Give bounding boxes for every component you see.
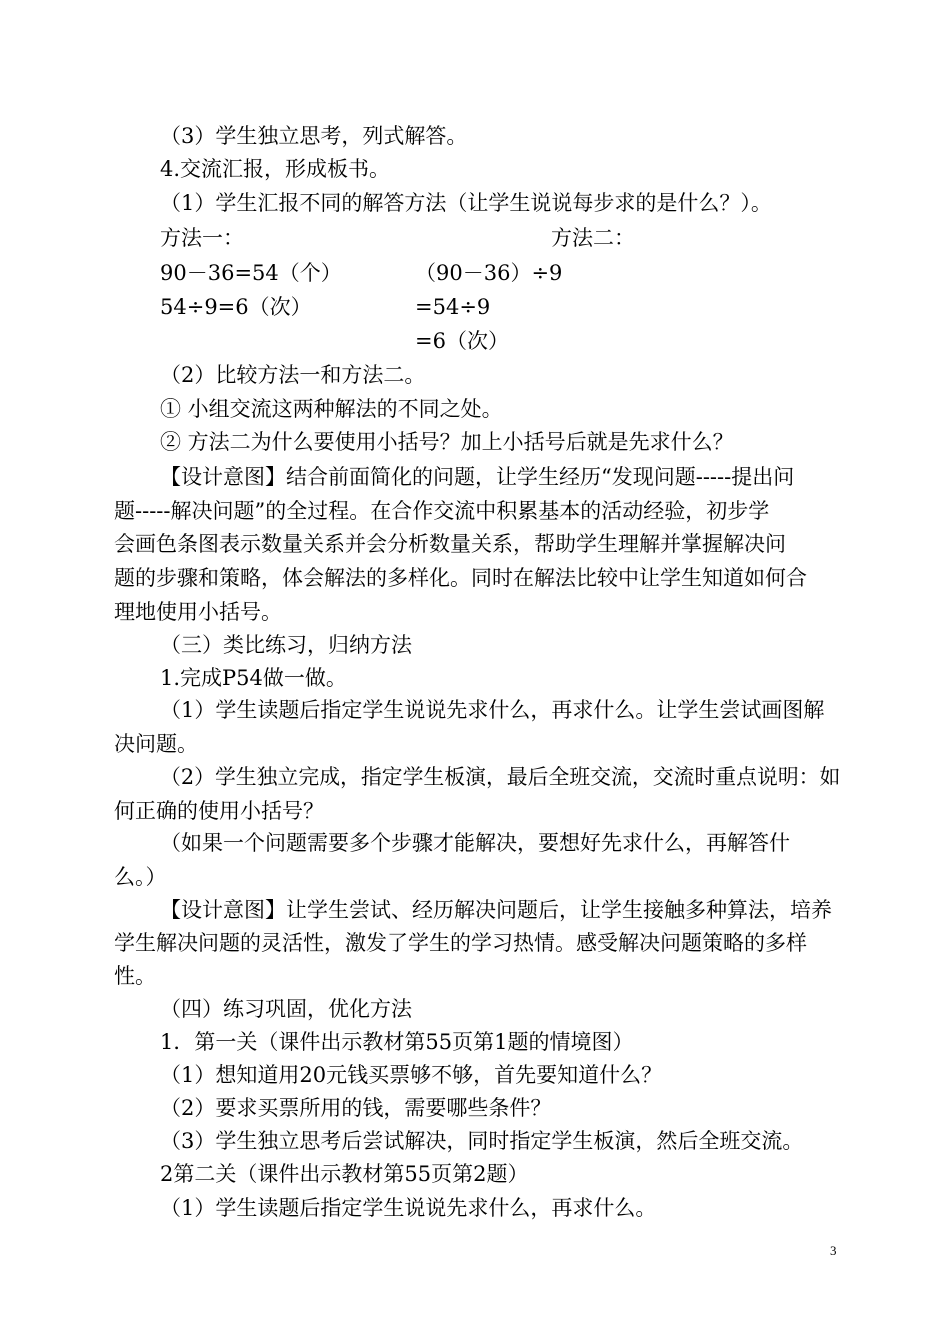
text-line: （1）学生读题后指定学生说说先求什么，再求什么。让学生尝试画图解 — [160, 698, 825, 722]
text-line: 1．第一关（课件出示教材第55页第1题的情境图） — [160, 1030, 634, 1054]
text-line: 学生解决问题的灵活性，激发了学生的学习热情。感受解决问题策略的多样 — [114, 931, 807, 955]
text-line: 90－36=54（个） — [160, 261, 342, 285]
text-line: 何正确的使用小括号？ — [114, 799, 324, 823]
text-line: （1）想知道用20元钱买票够不够，首先要知道什么？ — [160, 1063, 663, 1087]
text-line: 方法二： — [551, 226, 635, 250]
text-line: （2）要求买票所用的钱，需要哪些条件？ — [160, 1096, 552, 1120]
text-line: =54÷9 — [415, 295, 491, 319]
text-line: 方法一： — [160, 226, 244, 250]
text-line: 【设计意图】让学生尝试、经历解决问题后，让学生接触多种算法，培养 — [160, 898, 832, 922]
text-line: （3）学生独立思考，列式解答。 — [160, 124, 468, 148]
text-line: （2）比较方法一和方法二。 — [160, 363, 426, 387]
text-line: 会画色条图表示数量关系并会分析数量关系，帮助学生理解并掌握解决问 — [114, 532, 786, 556]
page-number: 3 — [830, 1243, 837, 1258]
text-line: （2）学生独立完成，指定学生板演，最后全班交流，交流时重点说明：如 — [160, 765, 841, 789]
text-line: 决问题。 — [114, 732, 198, 756]
text-line: 1.完成P54做一做。 — [160, 666, 347, 690]
text-line: 54÷9=6（次） — [160, 295, 312, 319]
text-line: ① 小组交流这两种解法的不同之处。 — [160, 397, 503, 421]
text-line: （1）学生读题后指定学生说说先求什么，再求什么。 — [160, 1196, 657, 1220]
text-line: 性。 — [114, 964, 156, 988]
text-line: 题的步骤和策略，体会解法的多样化。同时在解法比较中让学生知道如何合 — [114, 566, 807, 590]
text-line: 么。） — [114, 865, 167, 889]
section-heading: （三）类比练习，归纳方法 — [160, 633, 412, 657]
text-line: 【设计意图】结合前面简化的问题，让学生经历“发现问题-----提出问 — [160, 465, 795, 489]
section-heading: （四）练习巩固，优化方法 — [160, 997, 412, 1021]
text-line: 4.交流汇报，形成板书。 — [160, 157, 391, 181]
text-line: =6（次） — [415, 329, 509, 353]
text-line: 2第二关（课件出示教材第55页第2题） — [160, 1162, 529, 1186]
text-line: （3）学生独立思考后尝试解决，同时指定学生板演，然后全班交流。 — [160, 1129, 804, 1153]
text-line: ② 方法二为什么要使用小括号？加上小括号后就是先求什么？ — [160, 430, 734, 454]
text-line: （90－36）÷9 — [415, 261, 563, 285]
text-line: （1）学生汇报不同的解答方法（让学生说说每步求的是什么？）。 — [160, 191, 772, 215]
text-line: 理地使用小括号。 — [114, 600, 282, 624]
text-line: （如果一个问题需要多个步骤才能解决，要想好先求什么，再解答什 — [160, 831, 790, 855]
text-line: 题-----解决问题”的全过程。在合作交流中积累基本的活动经验，初步学 — [114, 499, 770, 523]
